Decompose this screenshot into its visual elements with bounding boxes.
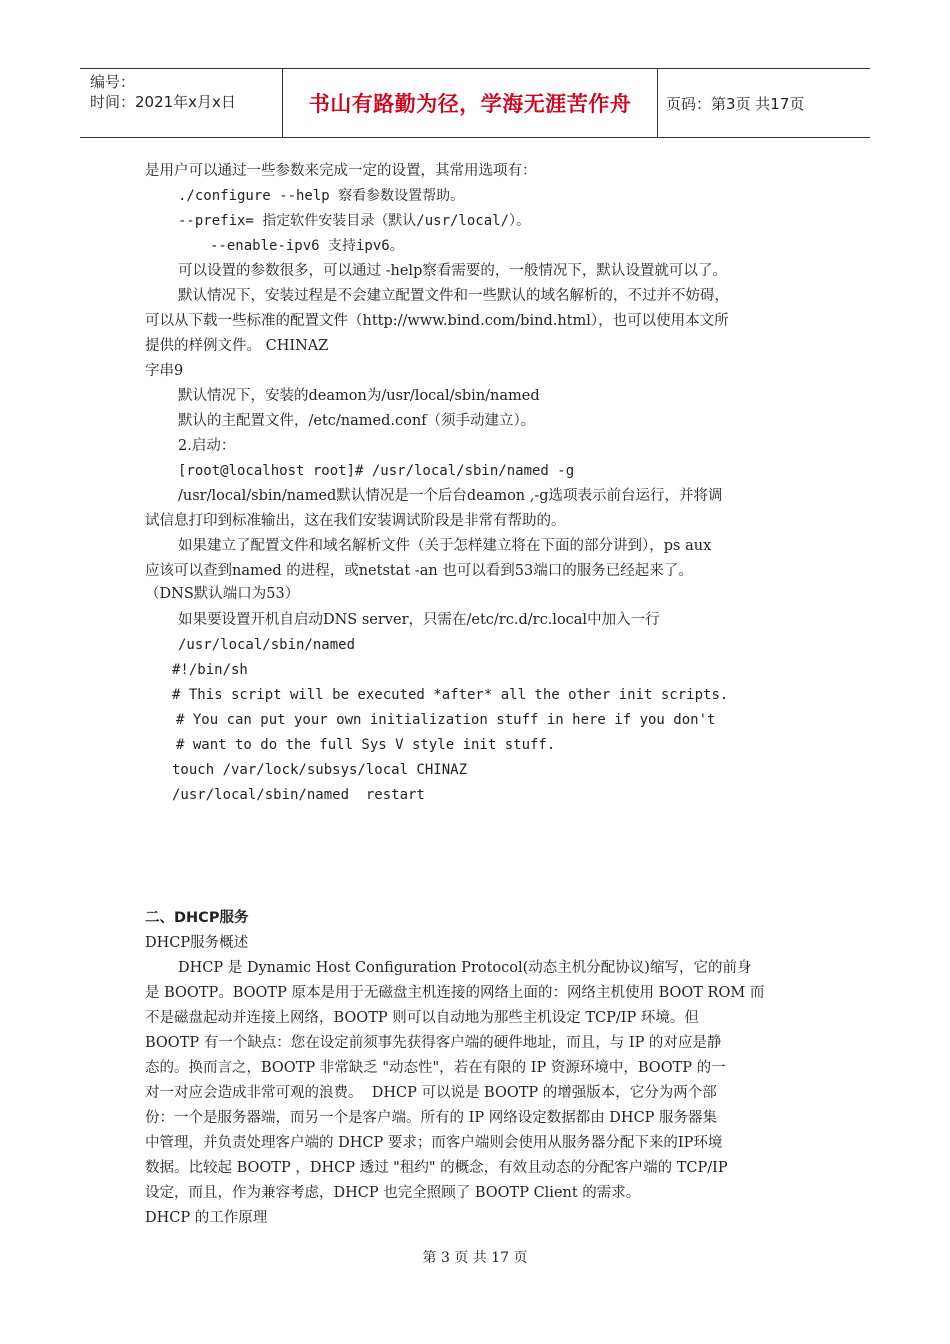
text-line: 提供的样例文件。 CHINAZ: [145, 338, 329, 354]
subsection-title: DHCP服务概述: [145, 935, 249, 951]
page-footer: 第 3 页 共 17 页: [422, 1250, 528, 1266]
text-line: 份：一个是服务器端，而另一个是客户端。所有的 IP 网络设定数据都由 DHCP 服务器集: [145, 1110, 718, 1126]
text-line: 可以设置的参数很多，可以通过 -help察看需要的，一般情况下，默认设置就可以了。: [178, 263, 727, 279]
text-line: BOOTP 有一个缺点：您在设定前须事先获得客户端的硬件地址，而且，与 IP 的对应是静: [145, 1035, 722, 1051]
text-line: [root@localhost root]# /usr/local/sbin/named -g: [178, 463, 575, 479]
text-line: 应该可以查到named 的进程，或netstat -an 也可以看到53端口的服务已经起来了。: [145, 563, 693, 579]
code-label: 编号：: [90, 73, 136, 91]
text-line: 是用户可以通过一些参数来完成一定的设置，其常用选项有：: [145, 163, 537, 179]
text-line: 默认的主配置文件，/etc/named.conf（须手动建立）。: [178, 413, 536, 429]
text-line: 中管理，并负责处理客户端的 DHCP 要求；而客户端则会使用从服务器分配下来的IP环境: [145, 1135, 723, 1151]
text-line: --enable-ipv6 支持ipv6。: [210, 238, 404, 254]
code-line: # want to do the full Sys V style init stuff.: [176, 737, 556, 753]
text-line: 试信息打印到标准输出，这在我们安装调试阶段是非常有帮助的。: [145, 513, 566, 529]
page-header: [80, 68, 870, 138]
text-line: 如果要设置开机自启动DNS server，只需在/etc/rc.d/rc.local中加入一行: [178, 612, 660, 628]
header-meta: [80, 69, 283, 137]
code-line: #!/bin/sh: [172, 662, 248, 678]
text-line: 字串9: [145, 363, 184, 379]
code-line: # You can put your own initialization stuff in here if you don't: [176, 712, 716, 728]
header-motto: 书山有路勤为径，学海无涯苦作舟: [283, 69, 658, 137]
text-line: /usr/local/sbin/named默认情况是一个后台deamon ,-g选项表示前台运行，并将调: [178, 488, 723, 504]
text-line: 对一对应会造成非常可观的浪费。 DHCP 可以说是 BOOTP 的增强版本，它分为两个部: [145, 1085, 717, 1101]
time-label: 时间：2021年x月x日: [90, 93, 236, 111]
text-line: 态的。换而言之，BOOTP 非常缺乏 "动态性"，若在有限的 IP 资源环境中，BOOTP 的一: [145, 1060, 726, 1076]
header-page-info: 页码：第3页 共17页: [666, 95, 805, 113]
text-line: 可以从下载一些标准的配置文件（http://www.bind.com/bind.html），也可以使用本文所: [145, 313, 729, 329]
text-line: /usr/local/sbin/named: [178, 637, 356, 653]
text-line: DHCP 是 Dynamic Host Configuration Protocol(动态主机分配协议)缩写，它的前身: [178, 960, 752, 976]
code-line: /usr/local/sbin/named restart: [172, 787, 425, 803]
text-line: 设定，而且，作为兼容考虑，DHCP 也完全照顾了 BOOTP Client 的需求。: [145, 1185, 641, 1201]
text-line: 不是磁盘起动并连接上网络，BOOTP 则可以自动地为那些主机设定 TCP/IP 环境。但: [145, 1010, 699, 1026]
text-line: 是 BOOTP。BOOTP 原本是用于无磁盘主机连接的网络上面的：网络主机使用 BOOT ROM 而: [145, 985, 765, 1001]
text-line: ./configure --help 察看参数设置帮助。: [178, 188, 465, 204]
code-line: touch /var/lock/subsys/local CHINAZ: [172, 762, 468, 778]
code-line: # This script will be executed *after* all the other init scripts.: [172, 687, 729, 703]
text-line: --prefix= 指定软件安装目录（默认/usr/local/）。: [178, 213, 531, 229]
text-line: 数据。比较起 BOOTP ，DHCP 透过 "租约" 的概念，有效且动态的分配客户端的 TCP/IP: [145, 1160, 728, 1176]
subsection-title: DHCP 的工作原理: [145, 1210, 268, 1226]
text-line: 默认情况下，安装的deamon为/usr/local/sbin/named: [178, 388, 540, 404]
text-line: （DNS默认端口为53）: [145, 586, 300, 602]
text-line: 2.启动：: [178, 438, 236, 454]
section-heading: 二、DHCP服务: [145, 910, 249, 926]
text-line: 如果建立了配置文件和域名解析文件（关于怎样建立将在下面的部分讲到），ps aux: [178, 538, 712, 554]
text-line: 默认情况下，安装过程是不会建立配置文件和一些默认的域名解析的，不过并不妨碍，: [178, 288, 729, 304]
